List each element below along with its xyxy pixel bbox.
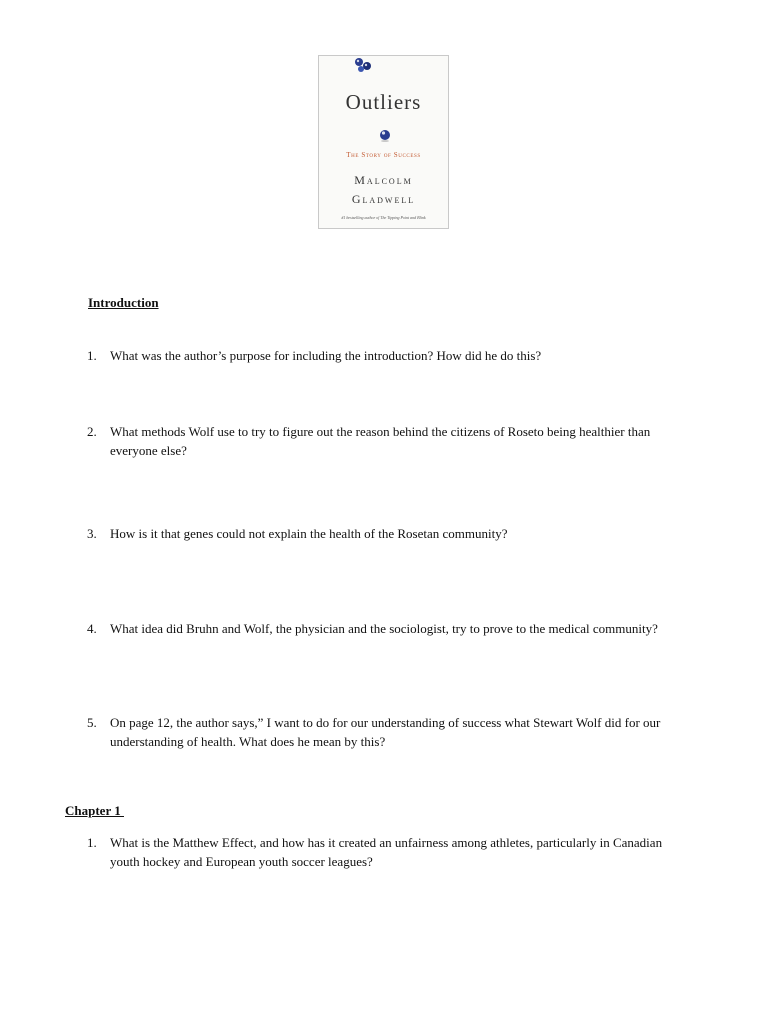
question-text-line: everyone else? bbox=[110, 443, 187, 458]
chapter1-heading: Chapter 1 bbox=[65, 803, 124, 818]
question-number: 2. bbox=[87, 424, 97, 439]
question-text-line: understanding of health. What does he mean by this? bbox=[110, 734, 386, 749]
question-number: 5. bbox=[87, 715, 97, 730]
question-number: 4. bbox=[87, 621, 97, 636]
cover-tagline: #1 bestselling author of The Tipping Point and Blink bbox=[341, 215, 426, 220]
question-text-line: What methods Wolf use to try to figure out the reason behind the citizens of Roseto being healthier than bbox=[110, 424, 651, 439]
question-text-line: What is the Matthew Effect, and how has it created an unfairness among athletes, particularly in Canadian bbox=[110, 835, 663, 850]
cover-author-first: Malcolm bbox=[354, 173, 413, 187]
question-number: 1. bbox=[87, 348, 97, 363]
book-cover bbox=[318, 55, 449, 229]
cover-subtitle: The Story of Success bbox=[346, 151, 421, 159]
question-number: 3. bbox=[87, 526, 97, 541]
question-text-line: On page 12, the author says,” I want to do for our understanding of success what Stewart Wolf did for our bbox=[110, 715, 661, 730]
marbles-icon bbox=[353, 57, 375, 73]
question-text-line: youth hockey and European youth soccer leagues? bbox=[110, 854, 373, 869]
question-number: 1. bbox=[87, 835, 97, 850]
intro-heading: Introduction bbox=[88, 295, 159, 310]
cover-title: Outliers bbox=[345, 90, 422, 114]
cover-author-last: Gladwell bbox=[351, 192, 416, 206]
marble-icon bbox=[379, 128, 391, 142]
question-text-line: What idea did Bruhn and Wolf, the physician and the sociologist, try to prove to the medical community? bbox=[110, 621, 658, 636]
question-text-line: How is it that genes could not explain the health of the Rosetan community? bbox=[110, 526, 508, 541]
question-text-line: What was the author’s purpose for including the introduction? How did he do this? bbox=[110, 348, 542, 363]
